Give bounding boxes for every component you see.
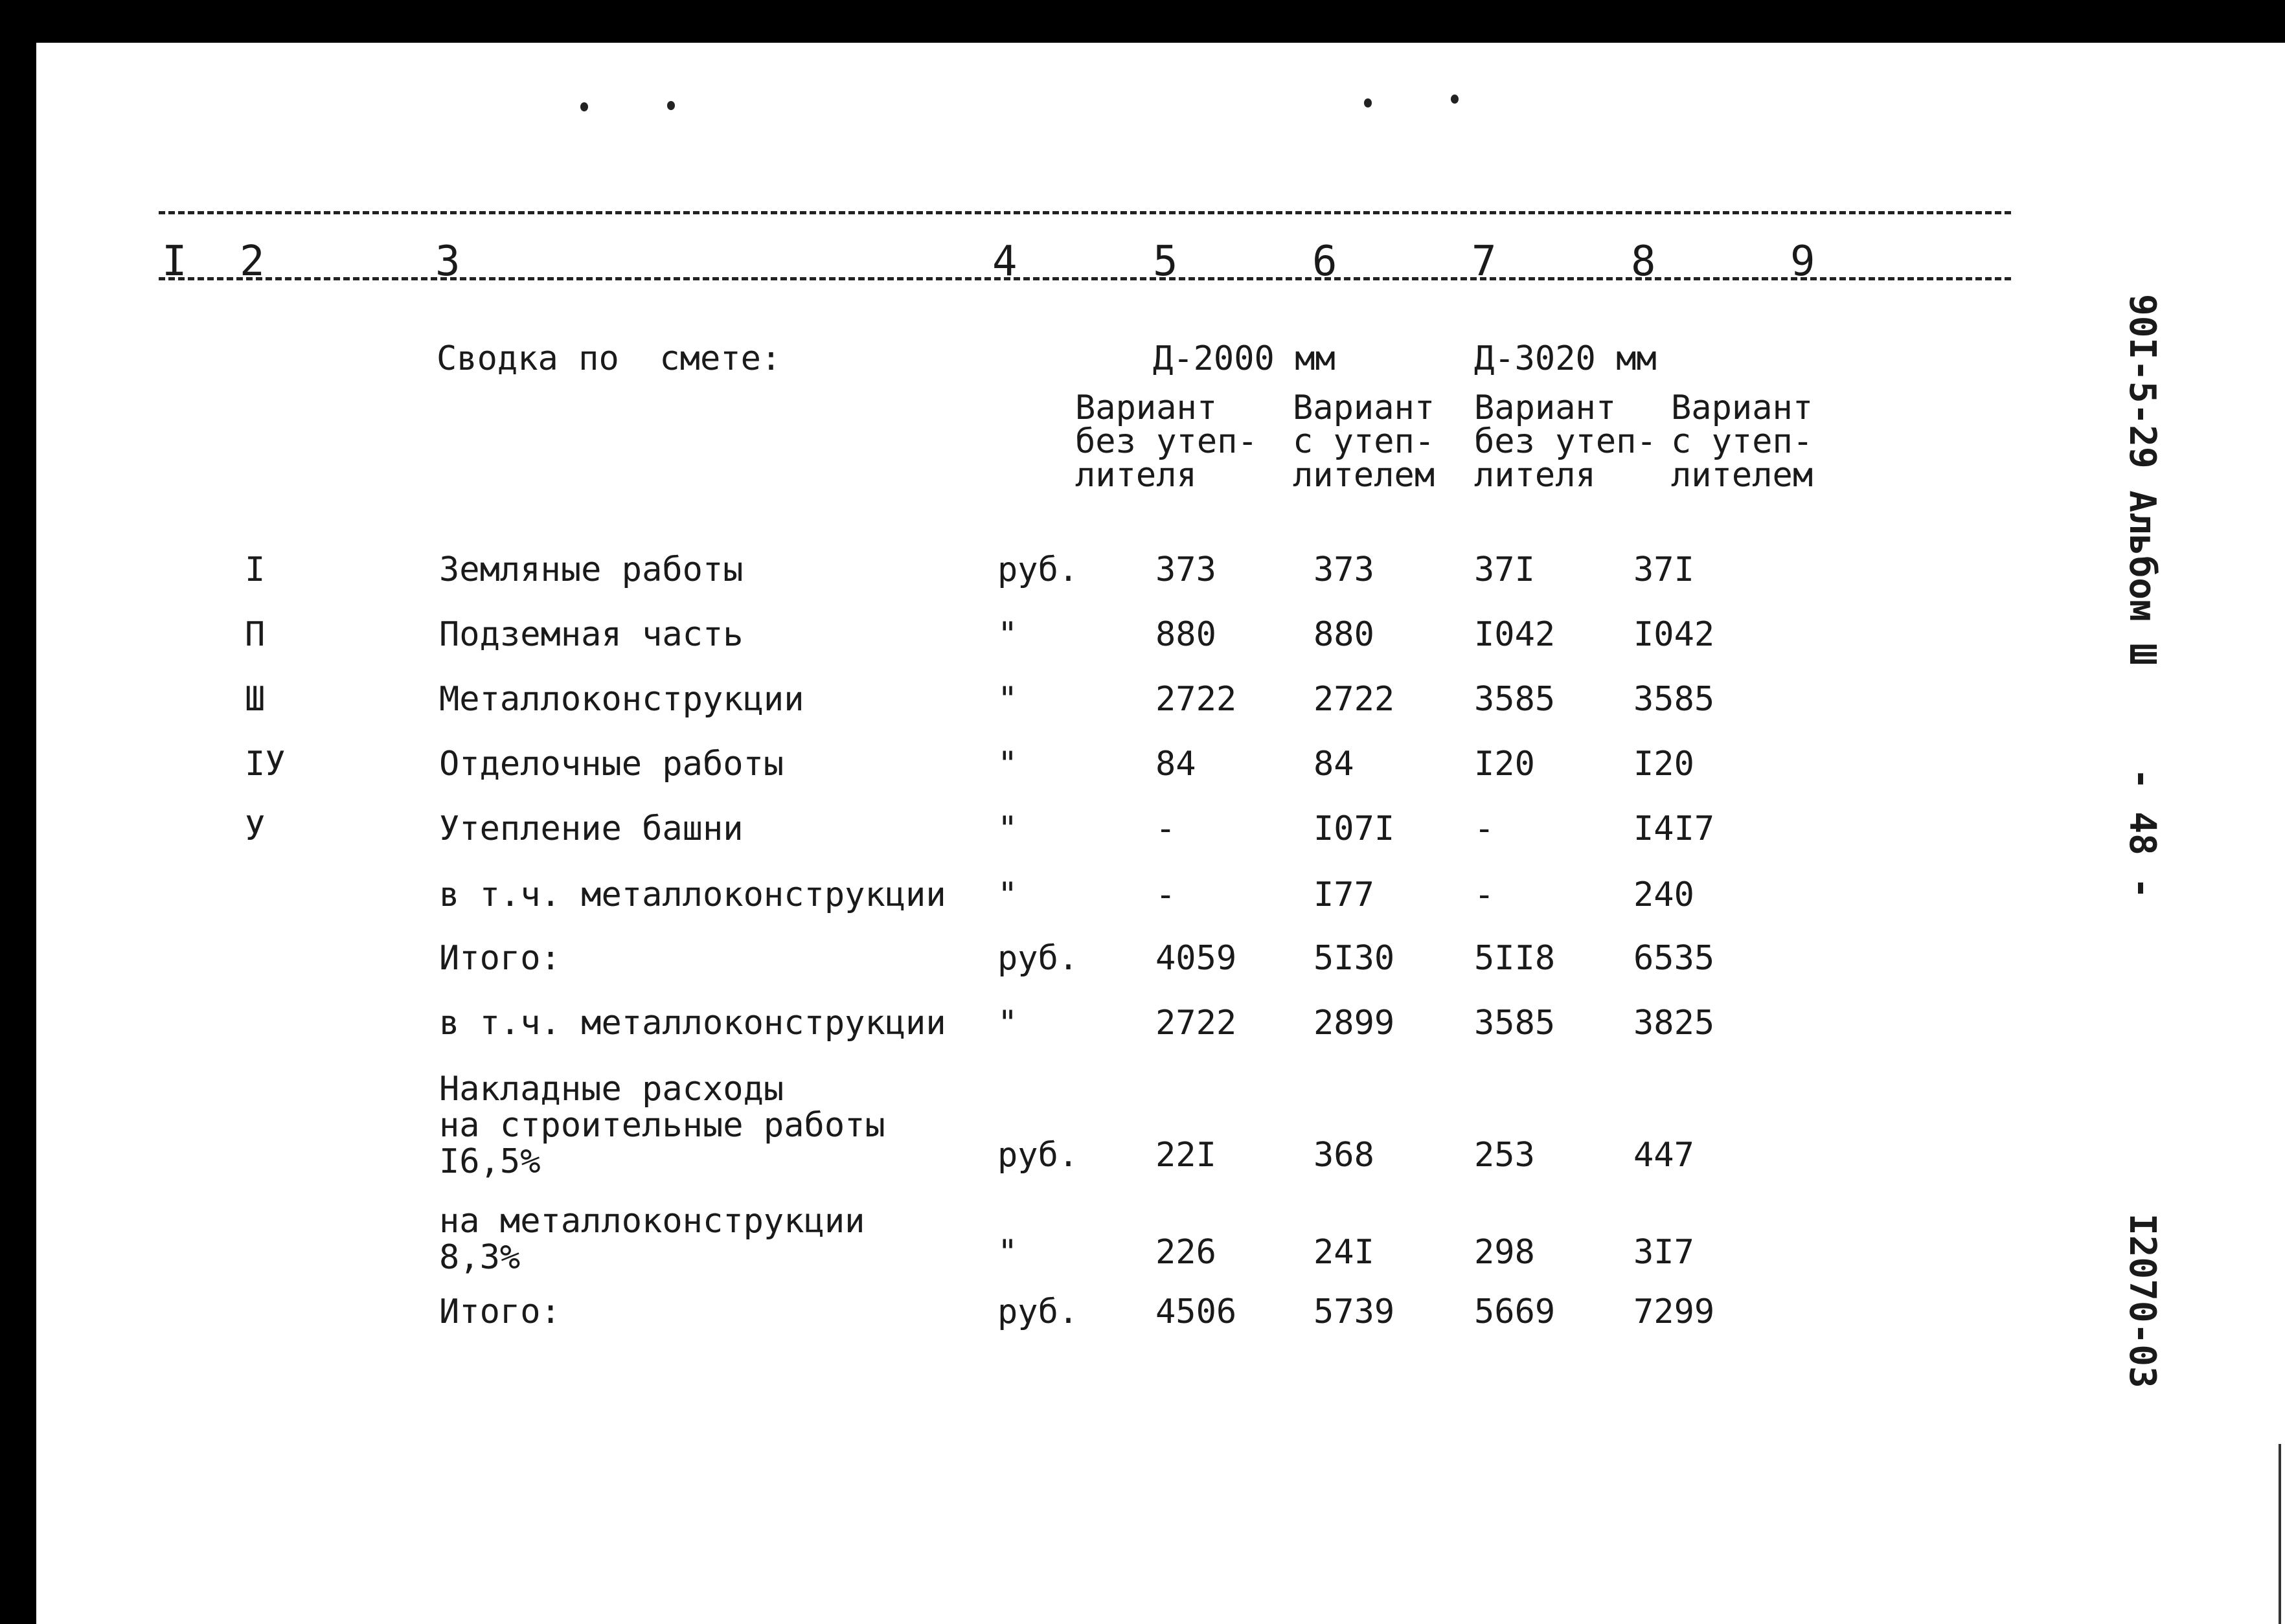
column-number: 5 [1153,238,1178,286]
row-name: в т.ч. металлоконструкции [439,875,946,914]
row-value: I20 [1633,745,1694,784]
row-name: на металлоконструкции 8,3% [439,1202,865,1277]
row-value: 368 [1313,1136,1374,1175]
row-name: Металлоконструкции [439,680,804,719]
row-unit: " [997,875,1018,914]
row-value: 447 [1633,1136,1694,1175]
row-name: Итого: [439,1292,561,1331]
row-value: I77 [1313,875,1374,914]
variant-header: Вариант с утеп- лителем [1293,389,1435,495]
header-rule-top [159,211,2011,214]
row-value: 22I [1155,1136,1216,1175]
row-unit: " [997,745,1018,784]
column-number: 8 [1631,238,1656,286]
row-unit: руб. [997,550,1079,589]
row-value: I4I7 [1633,809,1715,848]
row-value: 240 [1633,875,1694,914]
row-name: Отделочные работы [439,745,784,784]
row-value: 3585 [1633,680,1715,719]
row-value: 3825 [1633,1004,1715,1043]
row-value: 373 [1313,550,1374,589]
variant-header: Вариант без утеп- лителя [1075,389,1258,495]
row-value: 3585 [1474,1004,1556,1043]
row-value: 253 [1474,1136,1535,1175]
row-value: 4059 [1155,939,1237,978]
row-value: 5739 [1313,1292,1395,1331]
row-value: 4506 [1155,1292,1237,1331]
row-value: 7299 [1633,1292,1715,1331]
row-number: П [245,615,266,654]
document-code: I2070-03 [2121,1213,2163,1388]
row-value: 2722 [1313,680,1395,719]
row-name: Земляные работы [439,550,744,589]
row-value: 84 [1313,745,1354,784]
row-value: 373 [1155,550,1216,589]
column-number: 2 [240,238,265,286]
row-name: Подземная часть [439,615,744,654]
row-number: I [245,550,266,589]
punch-dot [1364,98,1372,107]
row-value: 37I [1633,550,1694,589]
row-name: в т.ч. металлоконструкции [439,1004,946,1043]
group-header-d3020: Д-3020 мм [1474,339,1657,378]
row-value: I20 [1474,745,1535,784]
row-name: Утепление башни [439,809,744,848]
row-value: 880 [1155,615,1216,654]
variant-header: Вариант без утеп- лителя [1474,389,1657,495]
summary-title: Сводка по смете: [437,339,782,378]
row-name: Накладные расходы на строительные работы I6,5% [439,1070,885,1181]
row-value: 5II8 [1474,939,1556,978]
row-value: - [1155,809,1176,848]
row-value: 2722 [1155,680,1237,719]
row-value: 880 [1313,615,1374,654]
row-value: - [1474,875,1495,914]
row-value: 226 [1155,1233,1216,1272]
row-unit: руб. [997,939,1079,978]
row-value: 37I [1474,550,1535,589]
group-header-d2000: Д-2000 мм [1153,339,1336,378]
scan-border-right [2279,1444,2281,1624]
album-label: 90I-5-29 Альбом Ш [2121,294,2163,666]
punch-dot [580,102,588,111]
row-number: У [245,809,266,848]
row-value: - [1155,875,1176,914]
page-number: - 48 - [2121,768,2163,899]
row-value: 298 [1474,1233,1535,1272]
column-number: 4 [992,238,1017,286]
row-value: 5669 [1474,1292,1556,1331]
row-value: 84 [1155,745,1196,784]
row-value: 3585 [1474,680,1556,719]
column-number: 6 [1312,238,1337,286]
row-unit: руб. [997,1136,1079,1175]
punch-dot [1451,95,1459,104]
row-unit: " [997,1004,1018,1043]
row-value: 3I7 [1633,1233,1694,1272]
row-unit: руб. [997,1292,1079,1331]
row-value: I07I [1313,809,1395,848]
row-value: I042 [1474,615,1556,654]
row-unit: " [997,1233,1018,1272]
row-unit: " [997,680,1018,719]
row-name: Итого: [439,939,561,978]
row-value: 2722 [1155,1004,1237,1043]
row-value: 24I [1313,1233,1374,1272]
row-value: 2899 [1313,1004,1395,1043]
variant-header: Вариант с утеп- лителем [1671,389,1813,495]
row-unit: " [997,615,1018,654]
row-value: - [1474,809,1495,848]
column-number: I [162,238,187,286]
column-number: 7 [1472,238,1497,286]
row-value: 5I30 [1313,939,1395,978]
scan-border-top [0,0,2285,43]
column-number: 3 [435,238,460,286]
row-value: I042 [1633,615,1715,654]
punch-dot [667,101,675,110]
scan-border-left [0,0,36,1624]
row-value: 6535 [1633,939,1715,978]
row-number: Ш [245,680,266,719]
row-unit: " [997,809,1018,848]
column-number: 9 [1790,238,1815,286]
row-number: IУ [245,745,286,784]
